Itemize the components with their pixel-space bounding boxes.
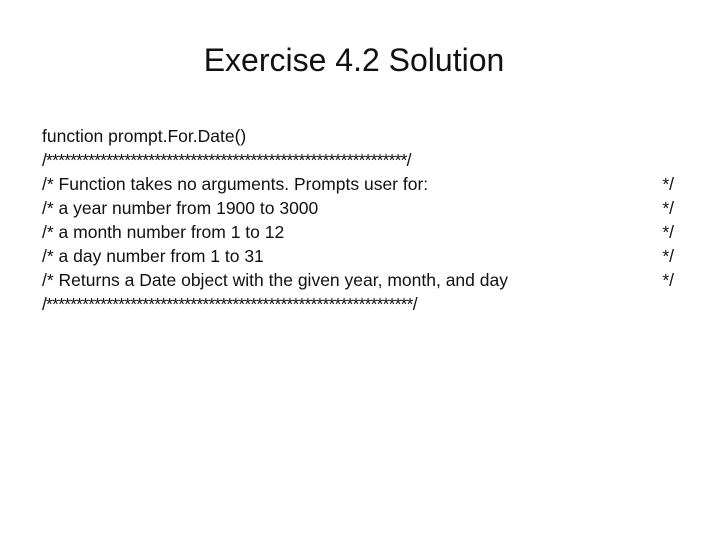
comment-border-top-line	[42, 148, 674, 172]
code-block	[42, 124, 674, 316]
comment-text: /* Returns a Date object with the given year, month, and day	[42, 270, 508, 290]
comment-end: */	[662, 222, 674, 242]
comment-end: */	[662, 174, 674, 194]
comment-end: */	[662, 270, 674, 290]
comment-text: /* a year number from 1900 to 3000	[42, 198, 319, 218]
comment-end: */	[662, 246, 674, 266]
comment-text: /* a month number from 1 to 12	[42, 222, 285, 242]
comment-line	[42, 172, 674, 196]
comment-line	[42, 268, 674, 292]
comment-text: /* a day number from 1 to 31	[42, 246, 264, 266]
slide-title: Exercise 4.2 Solution	[203, 42, 505, 78]
comment-line	[42, 220, 674, 244]
comment-border-bottom: /*************************************************************/	[42, 294, 417, 314]
function-signature-line	[42, 124, 674, 148]
comment-line	[42, 196, 674, 220]
function-signature: function prompt.For.Date()	[42, 126, 247, 146]
comment-border-top: /************************************************************/	[42, 150, 411, 170]
comment-border-bottom-line	[42, 292, 674, 316]
comment-line	[42, 244, 674, 268]
comment-text: /* Function takes no arguments. Prompts user for:	[42, 174, 429, 194]
comment-end: */	[662, 198, 674, 218]
